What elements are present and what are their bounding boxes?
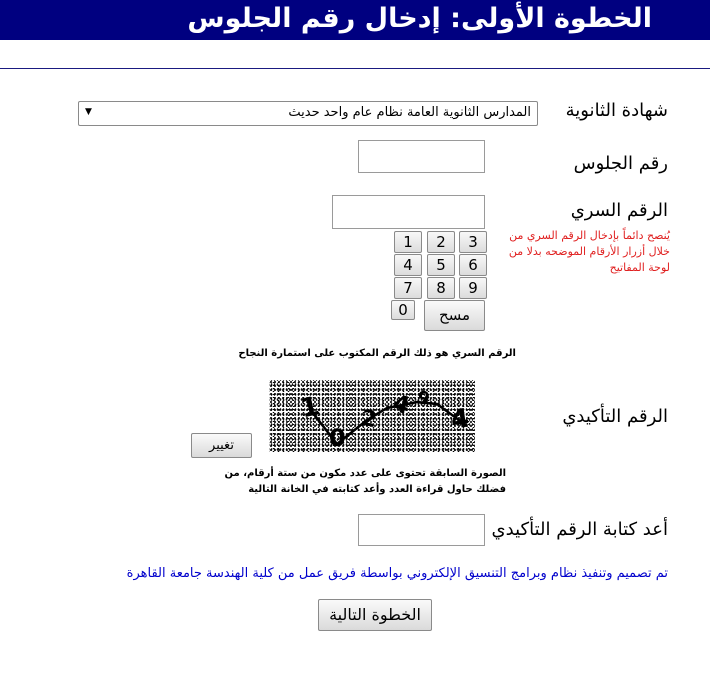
captcha-digits-graphic xyxy=(269,380,475,452)
captcha-note-text: الصورة السابقة تحتوى على عدد مكون من ستة أرقام، من فضلك حاول قراءة العدد وأعد كتابته في الخانة التالية xyxy=(224,468,506,495)
reenter-captcha-label: أعد كتابة الرقم التأكيدي xyxy=(491,519,668,540)
svg-text:4: 4 xyxy=(448,403,472,436)
keypad-button-3[interactable]: 3 xyxy=(459,231,487,253)
change-captcha-button[interactable]: تغيير xyxy=(191,433,252,458)
certificate-select[interactable] xyxy=(78,101,538,126)
keypad-button-1[interactable]: 1 xyxy=(394,231,422,253)
captcha-label: الرقم التأكيدي xyxy=(562,406,668,427)
keypad-button-5[interactable]: 5 xyxy=(427,254,455,276)
certificate-label: شهادة الثانوية xyxy=(565,100,668,121)
secret-number-label: الرقم السري xyxy=(570,200,668,221)
certificate-selected-value: المدارس الثانوية العامة نظام عام واحد حديث xyxy=(288,105,531,120)
keypad-button-7[interactable]: 7 xyxy=(394,277,422,299)
seat-number-label: رقم الجلوس xyxy=(573,153,668,174)
svg-text:1: 1 xyxy=(298,391,322,425)
clear-button[interactable]: مسح xyxy=(424,300,485,331)
seat-number-input[interactable] xyxy=(358,140,485,173)
keypad-button-6[interactable]: 6 xyxy=(459,254,487,276)
captcha-image xyxy=(269,380,475,452)
svg-text:0: 0 xyxy=(329,424,346,452)
svg-text:9: 9 xyxy=(413,386,433,411)
divider xyxy=(0,68,710,69)
keypad-button-4[interactable]: 4 xyxy=(394,254,422,276)
next-step-button[interactable]: الخطوة التالية xyxy=(318,599,432,631)
secret-hint-text: يُنصح دائماً بإدخال الرقم السري من خلال أزرار الأرقام الموضحه بدلا من لوحة المفاتيح xyxy=(508,229,670,274)
reenter-captcha-input[interactable] xyxy=(358,514,485,546)
keypad-button-9[interactable]: 9 xyxy=(459,277,487,299)
dropdown-arrow-icon: ▼ xyxy=(85,107,92,117)
secret-number-input[interactable] xyxy=(332,195,485,229)
secret-note-text: الرقم السري هو ذلك الرقم المكتوب على استمارة النجاح xyxy=(238,348,516,359)
keypad-button-2[interactable]: 2 xyxy=(427,231,455,253)
header-bar xyxy=(0,0,710,40)
credit-text: تم تصميم وتنفيذ نظام وبرامج التنسيق الإلكتروني بواسطة فريق عمل من كلية الهندسة جامعة القاهرة xyxy=(126,566,668,581)
svg-text:2: 2 xyxy=(359,405,379,434)
keypad-button-0[interactable]: 0 xyxy=(391,300,415,320)
page-title: الخطوة الأولى: إدخال رقم الجلوس xyxy=(187,3,652,34)
keypad-button-8[interactable]: 8 xyxy=(427,277,455,299)
svg-text:4: 4 xyxy=(389,388,413,421)
